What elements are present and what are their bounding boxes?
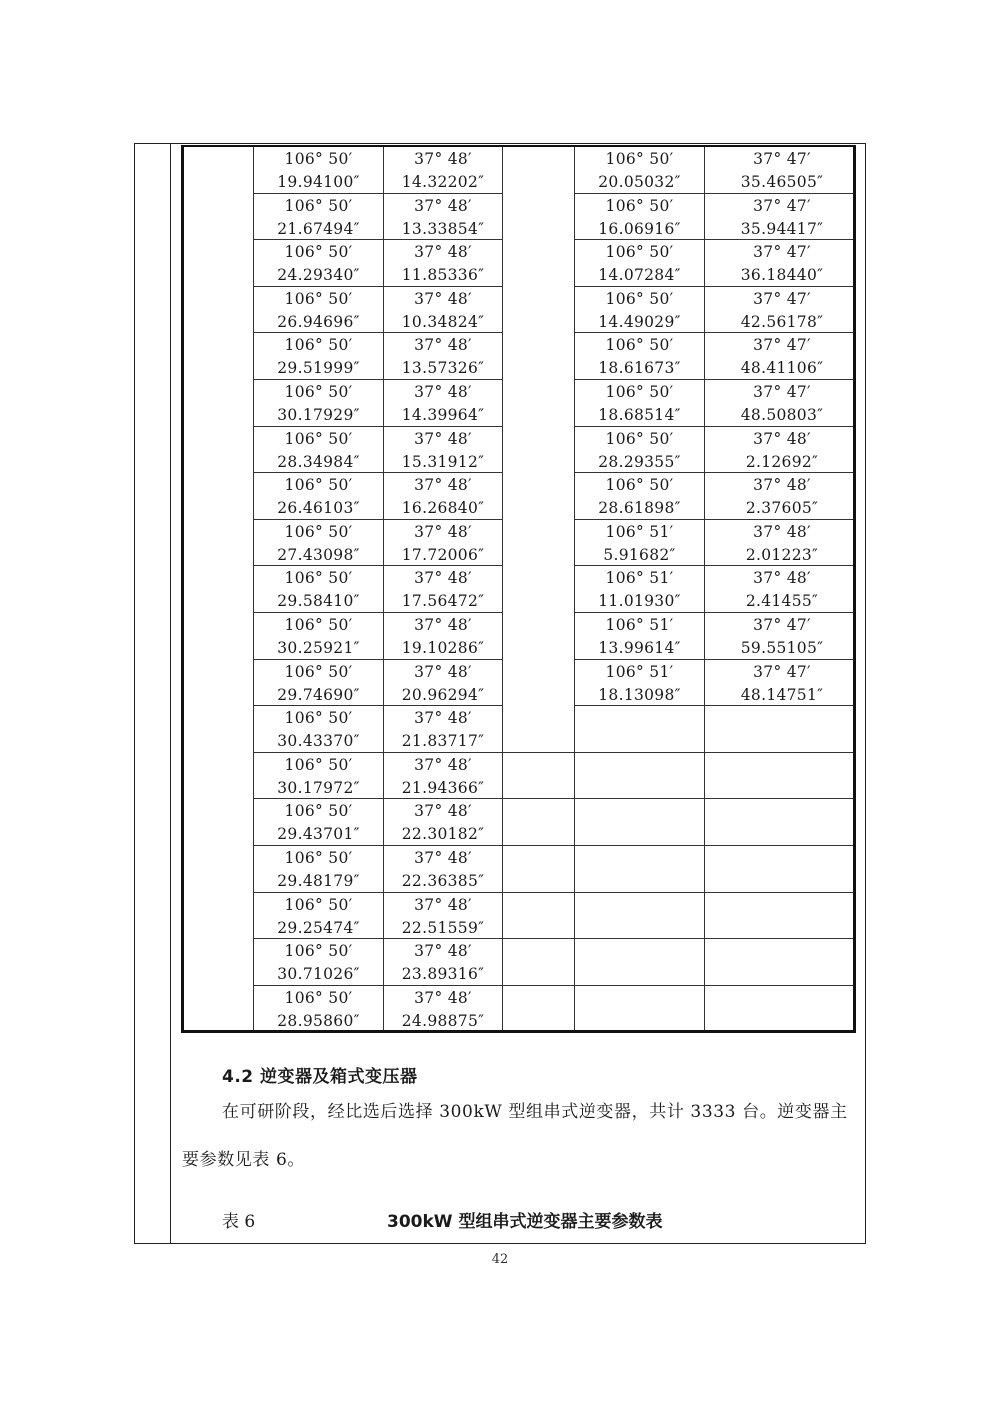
table-cell-blank: [184, 427, 254, 474]
table-cell-blank: [184, 240, 254, 287]
coord-seconds: 30.71026″: [277, 965, 360, 984]
coord-seconds: 59.55105″: [740, 639, 824, 657]
table-cell: [705, 240, 856, 287]
table-cell: [705, 893, 856, 940]
coord-seconds: 30.25921″: [277, 639, 360, 657]
coord-degrees: 37° 47′: [753, 243, 811, 262]
table-cell-blank: [184, 706, 254, 753]
coord-seconds: 5.91682″: [603, 545, 676, 564]
table-cell-blank: [503, 939, 575, 986]
coord-degrees: 106° 50′: [284, 336, 353, 355]
coord-seconds: 30.17972″: [277, 778, 360, 797]
table-cell: [705, 194, 856, 241]
coord-degrees: 37° 48′: [414, 150, 472, 168]
coord-degrees: [575, 707, 704, 730]
table-cell-blank: [184, 613, 254, 660]
coord-seconds: 19.10286″: [401, 639, 485, 657]
coordinate-table: [181, 145, 856, 1033]
coord-degrees: 106° 50′: [284, 243, 353, 262]
table-cell: [254, 939, 384, 986]
table-cell: [254, 706, 384, 753]
table-cell-blank: [503, 520, 575, 567]
coord-seconds: [705, 777, 856, 800]
coord-seconds: 13.33854″: [401, 219, 485, 238]
coord-seconds: 26.46103″: [277, 499, 360, 518]
coord-seconds: 20.05032″: [598, 173, 681, 191]
table-cell: [384, 986, 503, 1033]
table-cell-blank: [184, 380, 254, 427]
coord-degrees: 37° 47′: [753, 196, 811, 215]
table-row: [184, 893, 853, 940]
page-number: 42: [491, 1252, 509, 1267]
table-cell: [384, 287, 503, 334]
coord-degrees: [705, 707, 856, 730]
coord-seconds: [705, 730, 856, 753]
coord-degrees: 106° 50′: [284, 429, 353, 448]
coord-seconds: 21.94366″: [401, 778, 485, 797]
table-cell-blank: [184, 753, 254, 800]
coord-degrees: 37° 48′: [414, 476, 472, 495]
table-cell: [384, 706, 503, 753]
table-caption: 300kW 型组串式逆变器主要参数表: [387, 1212, 663, 1232]
coord-degrees: 37° 48′: [414, 942, 472, 961]
coord-degrees: 106° 51′: [605, 662, 674, 681]
table-cell-blank: [503, 753, 575, 800]
coord-degrees: 37° 48′: [414, 988, 472, 1007]
coord-degrees: 37° 48′: [414, 243, 472, 262]
table-cell: [705, 287, 856, 334]
table-cell: [705, 706, 856, 753]
coord-degrees: 106° 51′: [605, 522, 674, 541]
table-cell: [254, 287, 384, 334]
table-cell: [575, 893, 705, 940]
table-row: [184, 287, 853, 334]
coord-seconds: [575, 777, 704, 800]
coord-seconds: 28.61898″: [598, 499, 681, 518]
coord-seconds: 36.18440″: [740, 266, 824, 285]
coord-seconds: [705, 823, 856, 846]
table-cell: [575, 473, 705, 520]
table-cell-blank: [503, 333, 575, 380]
table-row: [184, 986, 853, 1033]
coord-degrees: 106° 50′: [605, 150, 674, 168]
coord-degrees: 37° 48′: [414, 755, 472, 774]
coord-degrees: 37° 48′: [414, 569, 472, 588]
table-cell-blank: [184, 799, 254, 846]
frame-left-rule: [170, 143, 171, 1244]
table-row: [184, 799, 853, 846]
table-cell: [705, 660, 856, 707]
table-cell: [705, 380, 856, 427]
coord-seconds: 28.34984″: [277, 452, 360, 471]
coord-degrees: 37° 48′: [414, 196, 472, 215]
coord-seconds: 2.12692″: [745, 452, 819, 471]
coord-degrees: 106° 50′: [284, 289, 353, 308]
coord-seconds: 2.01223″: [745, 545, 819, 564]
coord-degrees: 37° 47′: [753, 616, 811, 634]
coord-degrees: 106° 51′: [605, 616, 674, 634]
table-cell-blank: [184, 846, 254, 893]
coord-degrees: 37° 48′: [414, 383, 472, 401]
table-row: [184, 753, 853, 800]
coord-degrees: [705, 940, 856, 963]
coord-degrees: 106° 50′: [605, 289, 674, 308]
table-cell: [254, 147, 384, 194]
table-cell: [384, 939, 503, 986]
table-cell: [254, 753, 384, 800]
table-cell: [384, 893, 503, 940]
section-heading: 4.2 逆变器及箱式变压器: [222, 1067, 418, 1087]
table-cell: [254, 846, 384, 893]
coord-seconds: 16.06916″: [598, 219, 681, 238]
coord-degrees: 37° 48′: [414, 802, 472, 821]
table-cell: [384, 613, 503, 660]
table-cell: [254, 520, 384, 567]
coord-seconds: [575, 823, 704, 846]
table-cell: [575, 287, 705, 334]
table-cell: [384, 240, 503, 287]
table-cell: [705, 799, 856, 846]
coord-seconds: [705, 870, 856, 893]
table-cell: [254, 194, 384, 241]
coord-seconds: 29.58410″: [277, 592, 360, 611]
coord-degrees: 37° 48′: [414, 849, 472, 867]
table-cell: [384, 194, 503, 241]
table-cell: [575, 520, 705, 567]
table-cell: [575, 147, 705, 194]
table-cell: [575, 846, 705, 893]
coord-degrees: [575, 754, 704, 777]
coord-seconds: 14.32202″: [401, 173, 485, 191]
table-cell-blank: [503, 986, 575, 1033]
table-cell: [384, 473, 503, 520]
coord-degrees: 37° 48′: [753, 569, 811, 588]
table-cell-blank: [503, 147, 575, 194]
coord-seconds: 29.25474″: [277, 918, 360, 937]
table-cell: [254, 240, 384, 287]
coord-degrees: [705, 754, 856, 777]
coord-seconds: 48.41106″: [740, 359, 824, 378]
coord-seconds: 17.56472″: [401, 592, 485, 611]
coord-seconds: [575, 963, 704, 986]
coord-degrees: [705, 987, 856, 1010]
coord-seconds: 29.74690″: [277, 685, 360, 704]
coord-seconds: 18.13098″: [598, 685, 681, 704]
coord-seconds: 21.67494″: [277, 219, 360, 238]
coord-degrees: 37° 47′: [753, 336, 811, 355]
coord-degrees: 37° 47′: [753, 383, 811, 401]
table-cell-blank: [184, 939, 254, 986]
table-cell: [384, 846, 503, 893]
table-cell: [575, 660, 705, 707]
table-cell: [705, 613, 856, 660]
table-cell: [254, 333, 384, 380]
table-row: [184, 939, 853, 986]
coord-seconds: 23.89316″: [401, 965, 485, 984]
coord-seconds: 42.56178″: [740, 312, 824, 331]
table-cell: [254, 380, 384, 427]
coord-degrees: 106° 50′: [284, 802, 353, 821]
table-cell: [384, 380, 503, 427]
coord-degrees: 106° 51′: [605, 569, 674, 588]
coord-degrees: 37° 48′: [414, 522, 472, 541]
coord-seconds: [705, 1010, 856, 1033]
coord-degrees: 37° 48′: [414, 895, 472, 914]
table-cell: [575, 753, 705, 800]
coord-seconds: 29.43701″: [277, 825, 360, 844]
coord-seconds: 13.99614″: [598, 639, 681, 657]
coord-degrees: 106° 50′: [284, 988, 353, 1007]
coord-seconds: 28.29355″: [598, 452, 681, 471]
coord-degrees: 106° 50′: [284, 942, 353, 961]
coord-seconds: 17.72006″: [401, 545, 485, 564]
table-cell: [254, 893, 384, 940]
table-cell: [575, 566, 705, 613]
table-cell-blank: [503, 473, 575, 520]
table-cell: [705, 520, 856, 567]
coord-seconds: 30.17929″: [277, 406, 360, 424]
table-cell-blank: [184, 333, 254, 380]
table-row: [184, 613, 853, 660]
table-row: [184, 706, 853, 753]
coord-seconds: 29.51999″: [277, 359, 360, 378]
table-cell: [575, 799, 705, 846]
table-cell: [254, 986, 384, 1033]
coord-degrees: 106° 50′: [284, 196, 353, 215]
table-cell-blank: [503, 706, 575, 753]
coord-seconds: 35.94417″: [740, 219, 824, 238]
coord-degrees: [705, 800, 856, 823]
table-cell-blank: [184, 660, 254, 707]
coord-degrees: [575, 847, 704, 870]
table-cell: [705, 333, 856, 380]
coord-degrees: 106° 50′: [284, 895, 353, 914]
coord-degrees: 106° 50′: [284, 383, 353, 401]
coord-seconds: 21.83717″: [401, 732, 485, 751]
table-cell-blank: [503, 660, 575, 707]
table-row: [184, 846, 853, 893]
table-cell: [384, 427, 503, 474]
coord-seconds: 18.68514″: [598, 406, 681, 424]
coord-seconds: 22.30182″: [401, 825, 485, 844]
coord-degrees: 37° 47′: [753, 150, 811, 168]
table-cell-blank: [503, 194, 575, 241]
table-row: [184, 240, 853, 287]
coord-degrees: 106° 50′: [284, 755, 353, 774]
coord-degrees: 106° 50′: [284, 150, 353, 168]
table-cell: [254, 799, 384, 846]
table-cell-blank: [184, 147, 254, 194]
table-cell: [254, 473, 384, 520]
coord-degrees: [575, 800, 704, 823]
coord-seconds: 18.61673″: [598, 359, 681, 378]
coord-seconds: 48.14751″: [740, 685, 824, 704]
coord-seconds: [575, 730, 704, 753]
table-cell-blank: [503, 240, 575, 287]
coord-seconds: 35.46505″: [740, 173, 824, 191]
coord-degrees: 106° 50′: [605, 476, 674, 495]
table-row: [184, 380, 853, 427]
coord-seconds: 2.37605″: [745, 499, 819, 518]
coord-seconds: [705, 963, 856, 986]
coord-seconds: 2.41455″: [745, 592, 819, 611]
table-cell: [384, 660, 503, 707]
table-cell: [575, 427, 705, 474]
table-cell: [575, 240, 705, 287]
coord-seconds: 24.29340″: [277, 266, 360, 285]
coord-seconds: 22.36385″: [401, 872, 485, 890]
table-cell: [575, 333, 705, 380]
table-cell: [384, 520, 503, 567]
table-cell: [575, 939, 705, 986]
coord-degrees: 106° 50′: [284, 849, 353, 867]
table-cell-blank: [184, 566, 254, 613]
coord-degrees: [575, 940, 704, 963]
coord-degrees: 37° 48′: [414, 289, 472, 308]
coord-degrees: 37° 48′: [414, 616, 472, 634]
table-cell-blank: [184, 893, 254, 940]
coord-seconds: 30.43370″: [277, 732, 360, 751]
coord-seconds: [705, 917, 856, 940]
table-cell-blank: [503, 893, 575, 940]
table-cell: [254, 660, 384, 707]
table-row: [184, 427, 853, 474]
coord-degrees: [575, 987, 704, 1010]
table-cell-blank: [503, 287, 575, 334]
table-cell: [705, 147, 856, 194]
coord-degrees: 37° 48′: [753, 476, 811, 495]
table-row: [184, 520, 853, 567]
section-paragraph: 在可研阶段，经比选后选择 300kW 型组串式逆变器，共计 3333 台。逆变器主要参数见表 6。: [182, 1102, 848, 1170]
table-cell-blank: [503, 380, 575, 427]
coord-seconds: 14.07284″: [598, 266, 681, 285]
coord-seconds: 16.26840″: [401, 499, 485, 518]
table-row: [184, 660, 853, 707]
table-row: [184, 147, 853, 194]
coord-degrees: [705, 847, 856, 870]
coord-seconds: [575, 917, 704, 940]
table-cell-blank: [184, 520, 254, 567]
table-row: [184, 473, 853, 520]
coord-degrees: 106° 50′: [284, 662, 353, 681]
table-cell-blank: [503, 613, 575, 660]
table-cell: [384, 799, 503, 846]
coord-degrees: 37° 48′: [753, 522, 811, 541]
coord-degrees: 37° 48′: [414, 336, 472, 355]
table-cell-blank: [503, 799, 575, 846]
coord-degrees: 106° 50′: [605, 336, 674, 355]
table-cell: [384, 333, 503, 380]
coord-seconds: 28.95860″: [277, 1011, 360, 1030]
coord-degrees: 106° 50′: [284, 616, 353, 634]
table-cell: [575, 986, 705, 1033]
coord-seconds: [575, 870, 704, 893]
table-cell: [384, 147, 503, 194]
coord-degrees: 106° 50′: [284, 569, 353, 588]
table-row: [184, 566, 853, 613]
table-cell-blank: [503, 846, 575, 893]
table-cell: [705, 566, 856, 613]
table-cell: [575, 706, 705, 753]
table-cell: [705, 939, 856, 986]
coord-degrees: 37° 47′: [753, 662, 811, 681]
coord-degrees: 37° 48′: [414, 662, 472, 681]
coord-seconds: 26.94696″: [277, 312, 360, 331]
coord-degrees: 106° 50′: [605, 429, 674, 448]
coord-degrees: 37° 48′: [414, 429, 472, 448]
table-cell: [705, 427, 856, 474]
coord-seconds: 29.48179″: [277, 872, 360, 890]
table-cell-blank: [184, 194, 254, 241]
table-cell: [705, 986, 856, 1033]
coord-seconds: 19.94100″: [277, 173, 360, 191]
coord-seconds: 48.50803″: [740, 406, 824, 424]
coord-seconds: 11.85336″: [401, 266, 485, 285]
table-cell-blank: [503, 427, 575, 474]
coord-degrees: 106° 50′: [284, 476, 353, 495]
table-cell: [575, 613, 705, 660]
coord-seconds: 15.31912″: [401, 452, 485, 471]
coord-degrees: 106° 50′: [605, 196, 674, 215]
table-cell-blank: [503, 566, 575, 613]
coord-seconds: [575, 1010, 704, 1033]
table-cell-blank: [184, 986, 254, 1033]
table-label: 表 6: [222, 1212, 256, 1232]
coord-degrees: 37° 48′: [414, 709, 472, 728]
table-cell: [384, 753, 503, 800]
table-cell: [575, 380, 705, 427]
coord-degrees: 106° 50′: [284, 709, 353, 728]
coord-degrees: 106° 50′: [605, 243, 674, 262]
table-cell: [575, 194, 705, 241]
table-cell: [254, 427, 384, 474]
coord-seconds: 27.43098″: [277, 545, 360, 564]
coord-degrees: 37° 47′: [753, 289, 811, 308]
coord-seconds: 11.01930″: [598, 592, 681, 611]
coord-seconds: 10.34824″: [401, 312, 485, 331]
table-cell: [705, 753, 856, 800]
table-cell: [705, 473, 856, 520]
table-cell: [254, 613, 384, 660]
coord-degrees: 37° 48′: [753, 429, 811, 448]
table-cell-blank: [184, 473, 254, 520]
coord-seconds: 24.98875″: [401, 1011, 485, 1030]
coord-seconds: 20.96294″: [401, 685, 485, 704]
table-cell: [384, 566, 503, 613]
coord-degrees: [705, 894, 856, 917]
coord-seconds: 13.57326″: [401, 359, 485, 378]
coord-seconds: 22.51559″: [401, 918, 485, 937]
coord-degrees: 106° 50′: [284, 522, 353, 541]
coord-degrees: [575, 894, 704, 917]
table-row: [184, 333, 853, 380]
table-cell: [705, 846, 856, 893]
table-cell-blank: [184, 287, 254, 334]
coord-seconds: 14.39964″: [401, 406, 485, 424]
coord-degrees: 106° 50′: [605, 383, 674, 401]
table-cell: [254, 566, 384, 613]
table-row: [184, 194, 853, 241]
coord-seconds: 14.49029″: [598, 312, 681, 331]
